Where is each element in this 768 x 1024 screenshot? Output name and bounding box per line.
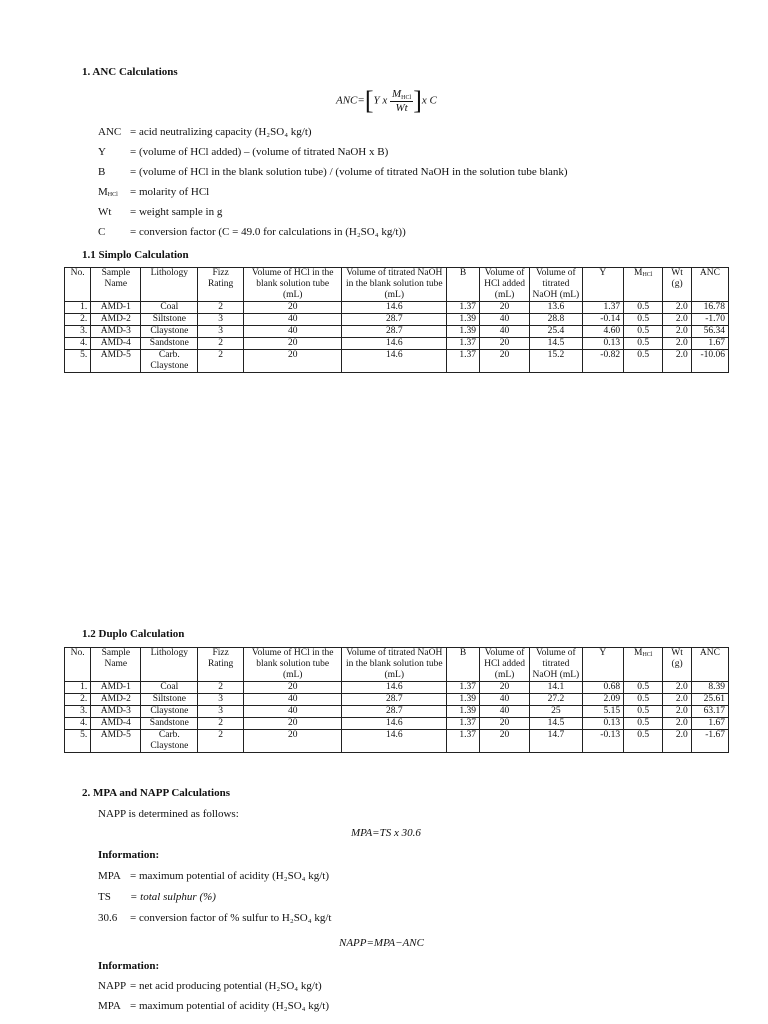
cell-hcl-added: 20: [479, 302, 529, 314]
info-2-heading: Information:: [98, 960, 160, 972]
cell-b: 1.37: [447, 718, 480, 730]
info-symbol: TS: [98, 891, 111, 903]
cell-m: 0.5: [624, 718, 663, 730]
cell-fizz: 2: [198, 302, 244, 314]
cell-b: 1.37: [447, 682, 480, 694]
cell-b: 1.37: [447, 350, 480, 373]
cell-wt: 2.0: [663, 302, 691, 314]
cell-anc: 56.34: [691, 326, 728, 338]
cell-hcl-blank: 20: [244, 730, 342, 753]
cell-lith: Coal: [141, 302, 198, 314]
column-header-label: Lithology: [150, 648, 189, 658]
column-header-hcl-added: [479, 268, 529, 302]
cell-wt: 2.0: [663, 706, 691, 718]
definition-text: = weight sample in g: [130, 206, 223, 218]
cell-naoh-titr: 27.2: [530, 694, 582, 706]
cell-m: 0.5: [624, 706, 663, 718]
definition-row: [98, 185, 209, 202]
cell-naoh-titr: 13.6: [530, 302, 582, 314]
column-header-no: [65, 648, 91, 682]
cell-no: 5.: [65, 350, 91, 373]
column-header-label: Y: [599, 268, 607, 278]
duplo-table: [64, 647, 729, 753]
cell-y: 0.13: [582, 338, 624, 350]
cell-naoh-titr: 14.1: [530, 682, 582, 694]
cell-fizz: 2: [198, 338, 244, 350]
cell-anc: 25.61: [691, 694, 728, 706]
column-header-wt: [663, 268, 691, 302]
column-header-label: Volume of titrated NaOH (mL): [532, 648, 580, 680]
cell-hcl-blank: 40: [244, 326, 342, 338]
cell-hcl-added: 20: [479, 350, 529, 373]
cell-fizz: 2: [198, 350, 244, 373]
cell-hcl-added: 40: [479, 326, 529, 338]
info-text: = maximum potential of acidity (H₂SO₄ kg/t): [130, 870, 330, 882]
info-symbol: MPA: [98, 1000, 121, 1012]
column-header-label: Y: [599, 648, 607, 658]
definition-symbol: ANC: [98, 126, 122, 138]
definition-symbol: Y: [98, 146, 106, 158]
cell-naoh-titr: 25: [530, 706, 582, 718]
section-2-heading: 2. MPA and NAPP Calculations: [82, 787, 231, 799]
cell-sample: AMD-1: [91, 302, 141, 314]
column-header-label: Wt (g): [671, 268, 683, 289]
column-header-label: M: [634, 648, 643, 658]
cell-wt: 2.0: [663, 350, 691, 373]
column-header-label: No.: [70, 268, 85, 278]
definition-row: [98, 205, 222, 219]
cell-y: 0.13: [582, 718, 624, 730]
cell-no: 1.: [65, 682, 91, 694]
table-row: [65, 718, 729, 730]
cell-wt: 2.0: [663, 730, 691, 753]
cell-hcl-blank: 20: [244, 350, 342, 373]
column-header-label: Volume of HCl in the blank solution tube (mL): [251, 648, 334, 680]
definition-text: = (volume of HCl added) – (volume of titrated NaOH x B): [130, 146, 389, 158]
cell-no: 2.: [65, 694, 91, 706]
table-header-row: [65, 648, 729, 682]
cell-b: 1.37: [447, 302, 480, 314]
cell-m: 0.5: [624, 326, 663, 338]
napp-formula: NAPP=MPA−ANC: [339, 937, 424, 949]
cell-lith: Claystone: [141, 706, 198, 718]
cell-no: 1.: [65, 302, 91, 314]
cell-sample: AMD-1: [91, 682, 141, 694]
cell-fizz: 2: [198, 718, 244, 730]
cell-hcl-blank: 20: [244, 718, 342, 730]
column-header-wt: [663, 648, 691, 682]
cell-hcl-added: 40: [479, 314, 529, 326]
cell-b: 1.39: [447, 694, 480, 706]
cell-fizz: 2: [198, 730, 244, 753]
cell-hcl-added: 20: [479, 338, 529, 350]
cell-fizz: 3: [198, 326, 244, 338]
cell-fizz: 3: [198, 694, 244, 706]
cell-hcl-blank: 40: [244, 314, 342, 326]
cell-hcl-blank: 40: [244, 694, 342, 706]
definition-row: [98, 165, 568, 179]
cell-y: 0.68: [582, 682, 624, 694]
formula-num: M: [392, 88, 402, 100]
formula-lhs: ANC=: [336, 94, 365, 107]
column-header-label: Volume of HCl in the blank solution tube (mL): [251, 268, 334, 300]
formula-tail: x C: [421, 94, 437, 107]
cell-lith: Coal: [141, 682, 198, 694]
definition-symbol-sub: HCl: [107, 192, 118, 198]
column-header-fizz: [198, 268, 244, 302]
cell-y: 5.15: [582, 706, 624, 718]
column-header-naoh-blank: [342, 648, 447, 682]
cell-wt: 2.0: [663, 314, 691, 326]
cell-b: 1.39: [447, 314, 480, 326]
formula-den: Wt: [395, 102, 408, 114]
table-row: [65, 682, 729, 694]
cell-sample: AMD-2: [91, 694, 141, 706]
cell-m: 0.5: [624, 730, 663, 753]
cell-anc: 16.78: [691, 302, 728, 314]
cell-sample: AMD-5: [91, 730, 141, 753]
table-row: [65, 694, 729, 706]
cell-m: 0.5: [624, 682, 663, 694]
cell-hcl-added: 40: [479, 706, 529, 718]
cell-hcl-added: 20: [479, 682, 529, 694]
cell-wt: 2.0: [663, 718, 691, 730]
column-header-label: Fizz Rating: [207, 648, 234, 669]
column-header-naoh-titr: [530, 648, 582, 682]
column-header-anc: [691, 648, 728, 682]
simplo-table: [64, 267, 729, 373]
column-header-label: ANC: [699, 268, 720, 278]
info-symbol: MPA: [98, 870, 121, 882]
info-text: = net acid producing potential (H₂SO₄ kg/t): [130, 980, 322, 992]
column-header-label: Sample Name: [101, 648, 131, 669]
column-header-label: B: [459, 268, 467, 278]
column-header-label: M: [634, 268, 643, 278]
definition-text: = (volume of HCl in the blank solution tube) / (volume of titrated NaOH in the solution tube blank): [130, 166, 568, 178]
table-row: [65, 302, 729, 314]
definition-symbol: Wt: [98, 206, 112, 218]
cell-no: 2.: [65, 314, 91, 326]
column-header-label: Volume of titrated NaOH (mL): [532, 268, 580, 300]
column-header-b: [447, 648, 480, 682]
cell-b: 1.37: [447, 338, 480, 350]
column-header-label: Fizz Rating: [207, 268, 234, 289]
formula-fraction: [390, 88, 413, 114]
mpa-formula: MPA=TS x 30.6: [351, 827, 421, 839]
cell-lith: Carb. Claystone: [141, 350, 198, 373]
definition-text: = molarity of HCl: [130, 186, 210, 198]
info-row: [98, 911, 331, 925]
definition-symbol: MHCl: [98, 186, 118, 198]
cell-wt: 2.0: [663, 326, 691, 338]
cell-anc: 63.17: [691, 706, 728, 718]
simplo-heading: 1.1 Simplo Calculation: [82, 249, 189, 261]
column-header-label: Volume of HCl added (mL): [484, 648, 525, 680]
column-header-naoh-titr: [530, 268, 582, 302]
cell-m: 0.5: [624, 302, 663, 314]
info-symbol: 30.6: [98, 912, 118, 924]
info-1-heading: Information:: [98, 849, 160, 861]
column-header-lith: [141, 648, 198, 682]
column-header-b: [447, 268, 480, 302]
column-header-hcl-added: [479, 648, 529, 682]
cell-hcl-blank: 20: [244, 338, 342, 350]
column-header-fizz: [198, 648, 244, 682]
cell-lith: Sandstone: [141, 338, 198, 350]
cell-y: -0.14: [582, 314, 624, 326]
column-header-m: [624, 268, 663, 302]
column-header-sub: HCl: [642, 272, 653, 278]
cell-hcl-added: 40: [479, 694, 529, 706]
column-header-label: Lithology: [150, 268, 189, 278]
cell-y: -0.82: [582, 350, 624, 373]
info-text: = total sulphur (%): [130, 891, 216, 903]
table-row: [65, 706, 729, 718]
cell-naoh-titr: 14.7: [530, 730, 582, 753]
column-header-y: [582, 648, 624, 682]
info-text: = conversion factor of % sulfur to H₂SO₄ kg/t: [130, 912, 332, 924]
cell-naoh-blank: 28.7: [342, 326, 447, 338]
cell-anc: 1.67: [691, 338, 728, 350]
definition-row: [98, 125, 312, 139]
table-row: [65, 350, 729, 373]
cell-fizz: 2: [198, 682, 244, 694]
cell-b: 1.39: [447, 706, 480, 718]
cell-naoh-titr: 14.5: [530, 338, 582, 350]
definition-row: [98, 225, 406, 239]
table-row: [65, 338, 729, 350]
cell-anc: -10.06: [691, 350, 728, 373]
column-header-label: B: [459, 648, 467, 658]
cell-lith: Sandstone: [141, 718, 198, 730]
napp-intro: NAPP is determined as follows:: [98, 808, 239, 820]
definition-row: [98, 145, 388, 159]
column-header-label: Sample Name: [101, 268, 131, 289]
cell-sample: AMD-3: [91, 706, 141, 718]
definition-symbol: B: [98, 166, 106, 178]
cell-naoh-titr: 25.4: [530, 326, 582, 338]
cell-y: 2.09: [582, 694, 624, 706]
cell-anc: 8.39: [691, 682, 728, 694]
column-header-sample: [91, 648, 141, 682]
cell-sample: AMD-5: [91, 350, 141, 373]
column-header-label: Volume of HCl added (mL): [484, 268, 525, 300]
cell-naoh-blank: 14.6: [342, 338, 447, 350]
cell-no: 4.: [65, 338, 91, 350]
definition-text: = acid neutralizing capacity (H₂SO₄ kg/t): [130, 126, 312, 138]
cell-hcl-blank: 20: [244, 682, 342, 694]
column-header-lith: [141, 268, 198, 302]
formula-y: Y x: [373, 94, 388, 107]
cell-naoh-titr: 15.2: [530, 350, 582, 373]
cell-anc: 1.67: [691, 718, 728, 730]
definition-text: = conversion factor (C = 49.0 for calculations in (H₂SO₄ kg/t)): [130, 226, 406, 238]
column-header-anc: [691, 268, 728, 302]
column-header-label: No.: [70, 648, 85, 658]
duplo-heading: 1.2 Duplo Calculation: [82, 628, 185, 640]
cell-b: 1.37: [447, 730, 480, 753]
table-row: [65, 730, 729, 753]
cell-naoh-titr: 14.5: [530, 718, 582, 730]
cell-no: 3.: [65, 326, 91, 338]
column-header-label: Wt (g): [671, 648, 683, 669]
cell-m: 0.5: [624, 694, 663, 706]
cell-y: 4.60: [582, 326, 624, 338]
cell-fizz: 3: [198, 314, 244, 326]
cell-wt: 2.0: [663, 694, 691, 706]
cell-m: 0.5: [624, 338, 663, 350]
cell-hcl-added: 20: [479, 730, 529, 753]
column-header-label: Volume of titrated NaOH in the blank solution tube (mL): [345, 648, 443, 680]
column-header-hcl-blank: [244, 268, 342, 302]
cell-anc: -1.70: [691, 314, 728, 326]
definition-symbol: C: [98, 226, 106, 238]
info-row: [98, 869, 329, 883]
cell-naoh-titr: 28.8: [530, 314, 582, 326]
cell-lith: Siltstone: [141, 314, 198, 326]
cell-b: 1.39: [447, 326, 480, 338]
left-bracket: [: [364, 86, 374, 115]
cell-wt: 2.0: [663, 338, 691, 350]
cell-y: 1.37: [582, 302, 624, 314]
cell-naoh-blank: 28.7: [342, 314, 447, 326]
column-header-sub: HCl: [642, 652, 653, 658]
cell-naoh-blank: 14.6: [342, 718, 447, 730]
cell-naoh-blank: 28.7: [342, 694, 447, 706]
column-header-y: [582, 268, 624, 302]
column-header-naoh-blank: [342, 268, 447, 302]
cell-hcl-blank: 40: [244, 706, 342, 718]
cell-fizz: 3: [198, 706, 244, 718]
info-row: [98, 890, 216, 904]
column-header-label: ANC: [699, 648, 720, 658]
cell-naoh-blank: 14.6: [342, 302, 447, 314]
cell-no: 4.: [65, 718, 91, 730]
info-symbol: NAPP: [98, 980, 127, 992]
info-row: [98, 999, 329, 1013]
cell-no: 5.: [65, 730, 91, 753]
formula-num-sub: HCl: [401, 95, 412, 101]
table-header-row: [65, 268, 729, 302]
cell-sample: AMD-2: [91, 314, 141, 326]
anc-formula: [336, 86, 437, 116]
cell-sample: AMD-3: [91, 326, 141, 338]
cell-lith: Claystone: [141, 326, 198, 338]
column-header-no: [65, 268, 91, 302]
cell-sample: AMD-4: [91, 718, 141, 730]
cell-anc: -1.67: [691, 730, 728, 753]
right-bracket: ]: [413, 86, 422, 115]
cell-hcl-blank: 20: [244, 302, 342, 314]
cell-sample: AMD-4: [91, 338, 141, 350]
cell-wt: 2.0: [663, 682, 691, 694]
cell-lith: Carb. Claystone: [141, 730, 198, 753]
cell-naoh-blank: 14.6: [342, 350, 447, 373]
cell-naoh-blank: 14.6: [342, 682, 447, 694]
column-header-sample: [91, 268, 141, 302]
column-header-m: [624, 648, 663, 682]
info-text: = maximum potential of acidity (H₂SO₄ kg/t): [130, 1000, 330, 1012]
cell-hcl-added: 20: [479, 718, 529, 730]
cell-no: 3.: [65, 706, 91, 718]
cell-m: 0.5: [624, 314, 663, 326]
column-header-hcl-blank: [244, 648, 342, 682]
cell-m: 0.5: [624, 350, 663, 373]
column-header-label: Volume of titrated NaOH in the blank solution tube (mL): [345, 268, 443, 300]
section-1-heading: 1. ANC Calculations: [82, 66, 178, 78]
table-row: [65, 314, 729, 326]
cell-naoh-blank: 14.6: [342, 730, 447, 753]
info-row: [98, 979, 322, 993]
cell-y: -0.13: [582, 730, 624, 753]
cell-naoh-blank: 28.7: [342, 706, 447, 718]
table-row: [65, 326, 729, 338]
cell-lith: Siltstone: [141, 694, 198, 706]
